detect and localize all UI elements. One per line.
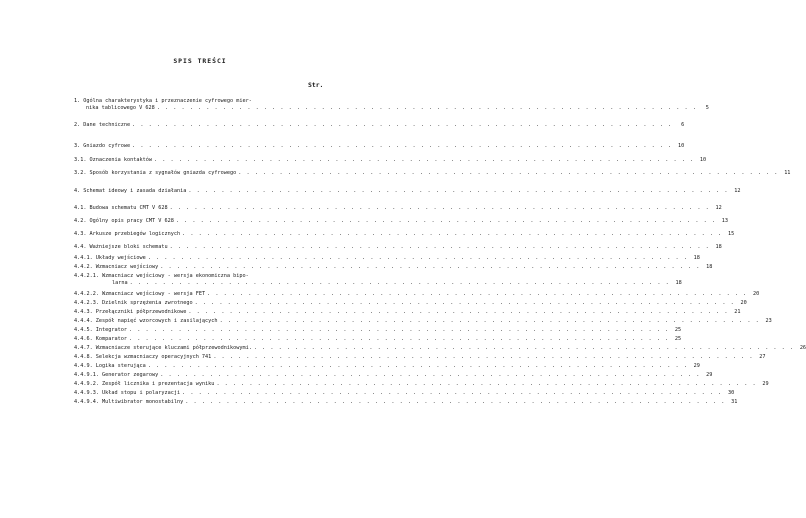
toc-entry-number: 4.4.9.2. (74, 381, 99, 387)
toc-entry (74, 218, 728, 225)
toc-entry-number: 4.4.9. (74, 363, 93, 369)
toc-entry-text: Komparator (95, 336, 127, 342)
toc-entry-text: Schemat ideowy i zasada działania (83, 188, 187, 194)
toc-entry-number: 4.4.5. (74, 327, 93, 333)
toc-entry-page: 12 (715, 205, 722, 211)
leader-dots (220, 318, 760, 325)
toc-entry-page: 21 (734, 309, 741, 315)
toc-entry (74, 336, 682, 343)
toc-entry-text: Logika sterująca (95, 363, 146, 369)
leader-dots (148, 363, 688, 370)
toc-entry-page: 27 (759, 354, 766, 360)
toc-entry-page: 12 (734, 188, 741, 194)
toc-entry (74, 363, 700, 370)
toc-entry-text: Ważniejsze bloki schematu (89, 244, 168, 250)
toc-entry-number: 3. (74, 143, 81, 149)
toc-entry-text: Generator zegarowy (102, 372, 159, 378)
leader-dots (157, 105, 697, 112)
toc-entry-text: Integrator (95, 327, 127, 333)
toc-entry-text: Budowa schematu CMT V 628 (89, 205, 168, 211)
toc-entry-text: Gniazdo cyfrowe (83, 143, 131, 149)
toc-entry-number: 3.1. (74, 157, 87, 163)
toc-entry-page: 25 (674, 327, 682, 333)
toc-entry (74, 231, 735, 238)
toc-entry (74, 309, 741, 316)
toc-entry (74, 390, 735, 397)
toc-entry (74, 399, 738, 406)
toc-entry (74, 205, 722, 212)
toc-entry-text-continued: larna (112, 280, 128, 286)
toc-entry-number: 4.4.9.4. (74, 399, 99, 405)
toc-entry-text: Układy wejściowe (95, 255, 146, 261)
toc-entry (74, 372, 713, 379)
leader-dots (170, 244, 710, 251)
toc-entry (74, 381, 769, 388)
toc-entry-number: 1. (74, 98, 81, 104)
toc-entry-text: Multiwibrator monostabilny (102, 399, 184, 405)
toc-entry-number: 4.4.2.2. (74, 291, 99, 297)
toc-entry-number: 4.2. (74, 218, 87, 224)
toc-entry-text: Wzmacniacz wejściowy - wersja ekonomiczna bipo- (102, 273, 249, 279)
toc-entry-page: 29 (706, 372, 713, 378)
toc-entry-number: 4.4.6. (74, 336, 93, 342)
leader-dots (238, 170, 778, 177)
toc-entry-page: 10 (678, 143, 685, 149)
leader-dots (176, 218, 716, 225)
leader-dots (182, 390, 722, 397)
page-column-header: Str. (308, 81, 324, 89)
toc-entry-page: 10 (699, 157, 707, 163)
toc-entry (74, 170, 791, 177)
leader-dots (160, 372, 700, 379)
toc-entry-page: 20 (740, 300, 747, 306)
toc-entry-number: 3.2. (74, 170, 87, 176)
toc-entry-text: Selekcja wzmacniaczy operacyjnych 741 (95, 354, 212, 360)
toc-entry-text-continued: nika tablicowego V 628 (86, 105, 155, 111)
toc-entry-page: 5 (705, 105, 709, 111)
toc-entry-number: 4.4.1. (74, 255, 93, 261)
toc-entry-number: 4.4.4. (74, 318, 93, 324)
toc-entry-text: Wzmacniacz wejściowy - wersja FET (102, 291, 206, 297)
toc-entry (74, 143, 685, 150)
leader-dots (188, 309, 728, 316)
toc-entry (74, 264, 713, 271)
leader-dots (213, 354, 753, 361)
toc-entry-page: 30 (727, 390, 735, 396)
toc-entry-page: 18 (693, 255, 700, 261)
leader-dots (182, 231, 722, 238)
toc-entry-text: Ogólna charakterystyka i przeznaczenie cyfrowego mier- (83, 98, 252, 104)
toc-entry (74, 157, 707, 164)
leader-dots (132, 122, 672, 129)
toc-entry (74, 354, 766, 361)
toc-entry (74, 318, 772, 325)
toc-entry-number: 4.4.2.3. (74, 300, 99, 306)
toc-entry (74, 244, 722, 251)
toc-entry (74, 345, 806, 352)
toc-entry (74, 291, 760, 298)
leader-dots (154, 157, 694, 164)
toc-entry-text: Dane techniczne (83, 122, 131, 128)
toc-entry-number: 4.4.9.3. (74, 390, 99, 396)
leader-dots (132, 143, 672, 150)
toc-entry-number: 4.1. (74, 205, 87, 211)
toc-entry-number: 4.4.2.1. (74, 273, 99, 279)
leader-dots (130, 280, 670, 287)
toc-entry-text: Zespół licznika i prezentacja wyniku (102, 381, 215, 387)
leader-dots (129, 336, 669, 343)
leader-dots (170, 205, 710, 212)
toc-entry-page: 11 (784, 170, 791, 176)
toc-entry-page: 23 (765, 318, 772, 324)
toc-entry-number: 2. (74, 122, 81, 128)
toc-entry-number: 4.3. (74, 231, 87, 237)
leader-dots (160, 264, 700, 271)
toc-entry-number: 4.4. (74, 244, 87, 250)
toc-entry-text: Układ stopu i polaryzacji (102, 390, 181, 396)
toc-entry-text: Ogólny opis pracy CMT V 628 (89, 218, 174, 224)
toc-entry-number: 4.4.7. (74, 345, 93, 351)
toc-entry-page: 6 (681, 122, 685, 128)
toc-entry (74, 300, 747, 307)
toc-entry-page: 26 (799, 345, 806, 351)
toc-entry (74, 255, 700, 262)
leader-dots (185, 399, 725, 406)
toc-entry-page: 18 (675, 280, 682, 286)
toc-entry (74, 327, 682, 334)
toc-entry-text: Przełączniki półprzewodnikowe (95, 309, 187, 315)
toc-entry-text: Oznaczenia kontaktów (89, 157, 152, 163)
toc-entry (74, 122, 685, 129)
toc-entry-page: 25 (674, 336, 682, 342)
leader-dots (207, 291, 747, 298)
leader-dots (216, 381, 756, 388)
leader-dots (254, 345, 794, 352)
leader-dots (195, 300, 735, 307)
toc-entry-page: 29 (693, 363, 700, 369)
toc-entry-number: 4. (74, 188, 81, 194)
toc-entry-text: Zespół napięć wzorcowych i zasilających (95, 318, 218, 324)
toc-entry-number: 4.4.3. (74, 309, 93, 315)
toc-entry-page: 13 (721, 218, 728, 224)
toc-entry-page: 15 (727, 231, 735, 237)
toc-entry-number: 4.4.2. (74, 264, 93, 270)
toc-entry-page: 31 (731, 399, 738, 405)
toc-entry-number: 4.4.9.1. (74, 372, 99, 378)
toc-entry (74, 273, 682, 287)
leader-dots (188, 188, 728, 195)
toc-entry-text: Dzielnik sprzężenia zwrotnego (102, 300, 193, 306)
toc-entry-page: 29 (762, 381, 769, 387)
leader-dots (148, 255, 688, 262)
toc-entry-page: 20 (752, 291, 760, 297)
toc-entry-text: Wzmacniacze sterujące kluczami półprzewodnikowymi. (95, 345, 252, 351)
toc-entry (74, 98, 709, 112)
toc-entry-page: 18 (715, 244, 722, 250)
toc-entry-number: 4.4.8. (74, 354, 93, 360)
toc-entry (74, 188, 741, 195)
page-title: SPIS TREŚCI (173, 57, 227, 65)
leader-dots (129, 327, 669, 334)
toc-entry-text: Sposób korzystania z sygnałów gniazda cyfrowego (89, 170, 237, 176)
toc-entry-page: 18 (706, 264, 713, 270)
toc-entry-text: Wzmacniacz wejściowy (95, 264, 159, 270)
toc-entry-text: Arkusze przebiegów logicznych (89, 231, 181, 237)
